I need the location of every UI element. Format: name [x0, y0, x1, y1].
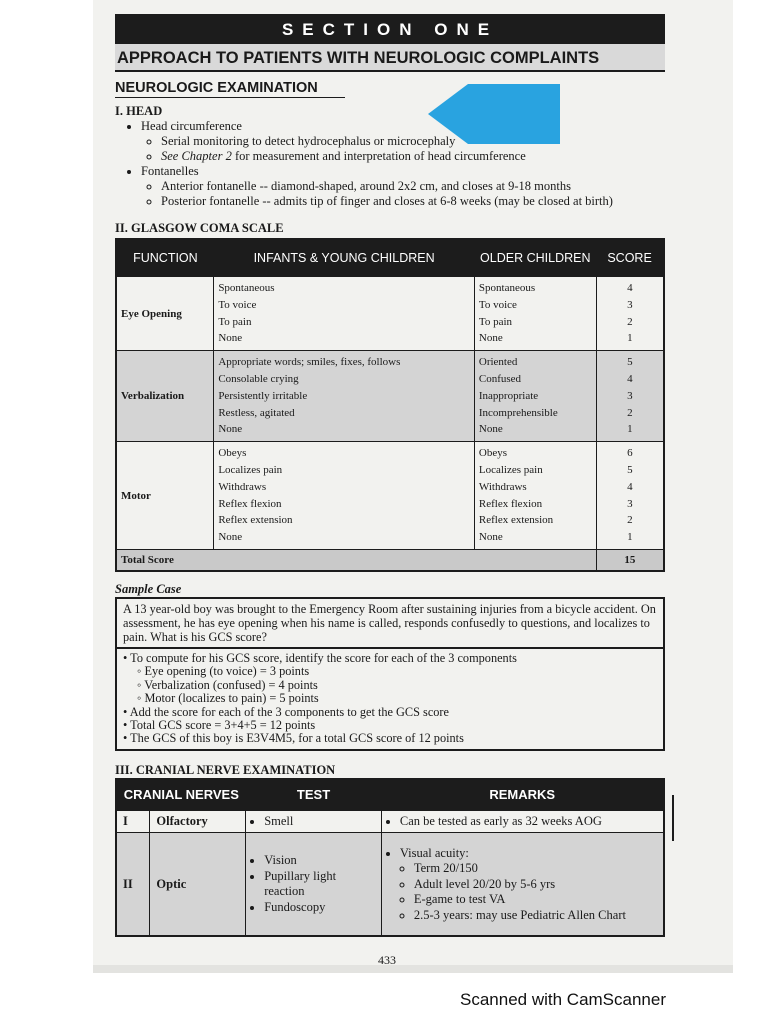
answer-line: ◦ Motor (localizes to pain) = 5 points [137, 691, 319, 706]
table-row [116, 277, 664, 351]
head-section [115, 104, 665, 236]
answer-line: • The GCS of this boy is E3V4M5, for a total GCS score of 12 points [123, 731, 464, 746]
column-header: SCORE [596, 239, 664, 277]
table-row [116, 351, 664, 442]
nerve-number: I [116, 810, 150, 833]
chapter-reference: See Chapter 2 [161, 149, 232, 163]
scanner-watermark: Scanned with CamScanner [460, 990, 667, 1009]
test-cell: • Smell [246, 810, 382, 833]
sample-case [115, 582, 665, 778]
column-header: CRANIAL NERVES [116, 779, 246, 811]
page-edge [93, 965, 733, 973]
score-cell: 6 5 4 3 2 1 [596, 442, 664, 550]
older-cell: Spontaneous To voice To pain None [474, 277, 596, 351]
margin-mark [672, 795, 674, 841]
function-cell: Motor [116, 442, 214, 550]
case-question: A 13 year-old boy was brought to the Emergency Room after sustaining injuries from a bicycle accident. On assessment, he has eye opening when his name is called, responds confusedly to questions, and localizes to pain. What is his GCS score? [115, 597, 665, 649]
older-cell: Oriented Confused Inappropriate Incomprehensible None [474, 351, 596, 442]
sample-case-label: Sample Case [115, 581, 182, 596]
answer-line: ◦ Eye opening (to voice) = 3 points [137, 664, 310, 679]
column-header: INFANTS & YOUNG CHILDREN [214, 239, 475, 277]
table-row [116, 442, 664, 550]
answer-line: • Total GCS score = 3+4+5 = 12 points [123, 717, 316, 732]
list-item: • Fontanelles ◦ Anterior fontanelle -- diamond-shaped, around 2x2 cm, and closes at 9-18 months ◦ Posterior fontanelle -- admits tip of finger and closes at 6-8 weeks (may be closed at birth) [141, 164, 665, 209]
case-answer [115, 649, 665, 751]
table-header-row [116, 779, 664, 811]
cranial-nerve-table [115, 778, 665, 938]
answer-line: ◦ Verbalization (confused) = 4 points [137, 677, 318, 692]
function-cell: Verbalization [116, 351, 214, 442]
section-label: SECTION ONE [115, 14, 665, 44]
gcs-heading: II. GLASGOW COMA SCALE [115, 221, 284, 235]
score-cell: 4 3 2 1 [596, 277, 664, 351]
answer-line: • Add the score for each of the 3 components to get the GCS score [123, 704, 449, 719]
column-header: TEST [246, 779, 382, 811]
older-cell: Obeys Localizes pain Withdraws Reflex flexion Reflex extension None [474, 442, 596, 550]
table-row [116, 810, 664, 833]
nerve-number: II [116, 833, 150, 937]
cranial-heading: III. CRANIAL NERVE EXAMINATION [115, 762, 336, 777]
nerve-name: Optic [150, 833, 246, 937]
column-header: FUNCTION [116, 239, 214, 277]
function-cell: Eye Opening [116, 277, 214, 351]
answer-line: • To compute for his GCS score, identify the score for each of the 3 components [123, 650, 517, 665]
list-item: • Head circumference ◦ Serial monitoring to detect hydrocephalus or microcephaly ◦ See Chapter 2 for measurement and interpretation of head circumference [141, 119, 665, 164]
gcs-table [115, 238, 665, 572]
remarks-cell: • Can be tested as early as 32 weeks AOG [381, 810, 664, 833]
test-cell: • Vision • Pupillary light reaction • Fundoscopy [246, 833, 382, 937]
total-row [116, 549, 664, 571]
page-number: 433 [378, 953, 396, 967]
infants-cell: Spontaneous To voice To pain None [214, 277, 475, 351]
table-header-row [116, 239, 664, 277]
total-value: 15 [596, 549, 664, 571]
list-item: ◦ See Chapter 2 for measurement and interpretation of head circumference [161, 149, 665, 164]
column-header: REMARKS [381, 779, 664, 811]
score-cell: 5 4 3 2 1 [596, 351, 664, 442]
head-heading: I. HEAD [115, 104, 163, 118]
exam-heading: NEUROLOGIC EXAMINATION [115, 80, 345, 98]
head-list [115, 119, 665, 209]
column-header: OLDER CHILDREN [474, 239, 596, 277]
infants-cell: Appropriate words; smiles, fixes, follows Consolable crying Persistently irritable Restless, agitated None [214, 351, 475, 442]
section-title: APPROACH TO PATIENTS WITH NEUROLOGIC COMPLAINTS [115, 44, 665, 72]
total-label: Total Score [116, 549, 596, 571]
page-content [115, 10, 665, 937]
list-item: ◦ Anterior fontanelle -- diamond-shaped, around 2x2 cm, and closes at 9-18 months [161, 179, 665, 194]
infants-cell: Obeys Localizes pain Withdraws Reflex flexion Reflex extension None [214, 442, 475, 550]
list-item: ◦ Posterior fontanelle -- admits tip of finger and closes at 6-8 weeks (may be closed at birth) [161, 194, 665, 209]
nerve-name: Olfactory [150, 810, 246, 833]
table-row [116, 833, 664, 937]
remarks-cell: • Visual acuity: ◦ Term 20/150 ◦ Adult level 20/20 by 5-6 yrs ◦ E-game to test VA ◦ 2.5-3 years: may use Pediatric Allen Chart [381, 833, 664, 937]
list-item: ◦ Serial monitoring to detect hydrocephalus or microcephaly [161, 134, 665, 149]
